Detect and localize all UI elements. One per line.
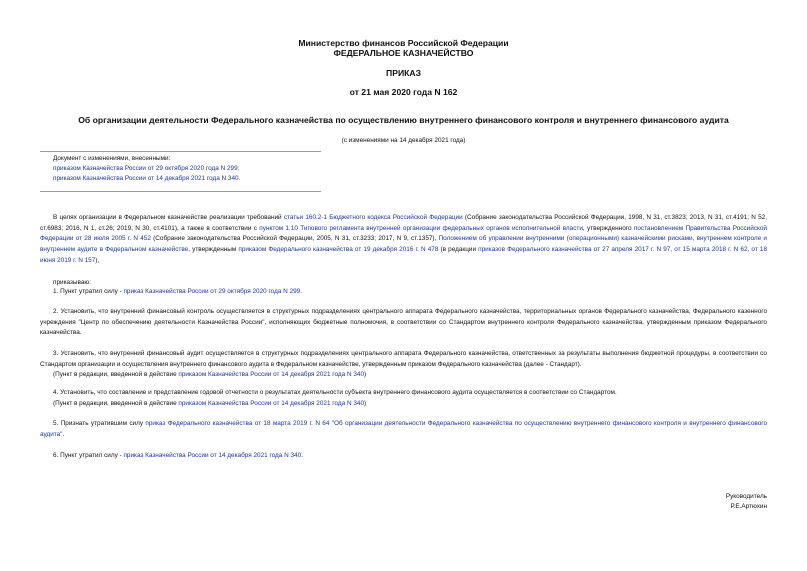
preamble-text: (в редакции xyxy=(438,246,479,254)
preamble-text: , утвержденного xyxy=(582,224,634,232)
amendment-link[interactable]: приказом Казначейства России от 14 декабря 2021 года N 340. xyxy=(53,175,241,182)
date-number-heading: от 21 мая 2020 года N 162 xyxy=(349,87,458,97)
item-3-note-link[interactable]: приказом Казначейства России от 14 декабря 2021 года N 340 xyxy=(178,371,364,379)
item-3-note xyxy=(40,370,767,381)
regulation-link[interactable]: пунктом 1.10 Типового регламента внутренней организации федеральных органов исполнительной власти xyxy=(259,224,583,232)
document-subtitle: (с изменениями на 14 декабря 2021 года) xyxy=(341,137,466,144)
item-5-text: 5. Признать утратившим силу xyxy=(53,420,146,427)
preamble-paragraph xyxy=(40,213,767,267)
ministry-heading: Министерство финансов Российской Федерации xyxy=(298,38,509,48)
budget-code-link[interactable]: статьи 160.2-1 Бюджетного кодекса Российской Федерации xyxy=(283,214,463,221)
preamble-text: , утвержденным xyxy=(188,246,239,254)
item-6 xyxy=(40,451,767,462)
item-1-link[interactable]: приказ Казначейства России от 29 октября 2020 года N 299 xyxy=(123,288,301,295)
preamble-text: (Собрание законодательства Российской Федерации, 2005, N 31, ст.3233; 2017, N 9, ст.1357), xyxy=(150,235,439,243)
amendment-link[interactable]: приказом Казначейства России от 29 октября 2020 года N 299; xyxy=(53,165,240,172)
item-2: 2. Установить, что внутренний финансовый контроль осуществляется в структурных подразделениях центрального аппарата Федерального казначейства, территориальных органов Федерального казначейства, Федерального казенного учреждения "Центр по обеспечению деятельности Казначейства России", исполняющих бюджетные полномочия, в соответствии со Стандартом внутреннего контроля Федерального казначейства, утвержденным приказом Федерального казначейства. xyxy=(40,308,767,337)
signature-block xyxy=(567,492,767,512)
preamble-text: ), xyxy=(95,256,100,264)
item-4-note-link[interactable]: приказом Казначейства России от 14 декабря 2021 года N 340 xyxy=(178,399,364,407)
item-3-note-end: ) xyxy=(364,371,367,379)
signature-role: Руководитель xyxy=(725,493,767,500)
item-6-link[interactable]: приказ Казначейства России от 14 декабря 2021 года N 340 xyxy=(123,452,302,459)
item-4 xyxy=(40,388,767,409)
amendments-bottom-divider xyxy=(40,191,321,192)
item-5-link[interactable]: приказ Федерального казначейства от 18 марта 2019 г. N 64 "Об организации деятельности Федерального казначейства по осуществлению внутреннего финансового контроля и внутреннего финансового аудита" xyxy=(40,420,767,438)
document-title: Об организации деятельности Федерального казначейства по осуществлению внутреннего финансового контроля и внутреннего финансового аудита xyxy=(78,115,729,125)
item-4-note xyxy=(40,399,767,410)
item-4-text: 4. Установить, что составление и представление годовой отчетности о результатах деятельности субъекта внутреннего финансового аудита осуществляется в соответствии со Стандартом. xyxy=(53,389,617,396)
government-decree-link[interactable]: постановлением Правительства Российской Федерации от 28 июля 2005 г. N 452 xyxy=(40,224,767,243)
doc-type-heading: ПРИКАЗ xyxy=(386,68,421,78)
item-3-text: 3. Установить, что внутренний финансовый аудит осуществляется в структурных подразделениях центрального аппарата Федерального казначейства, ответственных за результаты выполнения бюджетной процедуры, в соответствии со Стандартом организации и осуществления внутреннего финансового аудита в Федеральном казначействе, утвержденным приказом Федерального казначейства (далее - Стандарт). xyxy=(40,350,767,368)
item-4-note-text: (Пункт в редакции, введенной в действие xyxy=(53,399,179,407)
item-1 xyxy=(40,287,767,298)
treasury-orders-amendments-link[interactable]: приказов Федерального казначейства от 27 апреля 2017 г. N 97, от 15 марта 2018 г. N 62, от 18 июня 2019 г. N 157 xyxy=(40,246,767,264)
item-4-note-end: ) xyxy=(364,399,367,407)
amendments-top-divider xyxy=(40,151,321,152)
preamble-text: (Собрание законодательства Российской Федерации, 1998, N 31, ст.3823; 2013, N 31, ст.4191; N 52, ст.6983; 2016, N 1, ст.26; 2019, N 30, ст.4101), а также в соответствии с xyxy=(40,214,767,232)
item-6-text: 6. Пункт утратил силу - xyxy=(53,452,124,459)
item-1-text: 1. Пункт утратил силу - xyxy=(53,288,124,295)
treasury-order-link[interactable]: приказом Федерального казначейства от 19 декабря 2016 г. N 478 xyxy=(238,246,439,254)
signature-name: Р.Е.Артюхин xyxy=(730,503,767,510)
preamble-text: В целях организации в Федеральном казначействе реализации требований xyxy=(53,214,284,221)
item-6-end: . xyxy=(301,452,303,459)
item-3 xyxy=(40,349,767,381)
agency-heading: ФЕДЕРАЛЬНОЕ КАЗНАЧЕЙСТВО xyxy=(333,48,474,58)
amendments-intro: Документ с изменениями, внесенными: xyxy=(53,155,171,162)
item-5-end: . xyxy=(62,430,65,438)
item-3-note-text: (Пункт в редакции, введенной в действие xyxy=(53,371,179,379)
risk-regulation-link[interactable]: Положением об управлении внутренними (операционными) казначейскими рисками, внутреннем контроле и внутреннем аудите в Федеральном казначействе xyxy=(40,235,767,254)
item-1-end: . xyxy=(300,288,302,295)
amendments-note xyxy=(53,154,353,184)
order-word: приказываю: xyxy=(53,279,91,286)
item-5 xyxy=(40,419,767,440)
